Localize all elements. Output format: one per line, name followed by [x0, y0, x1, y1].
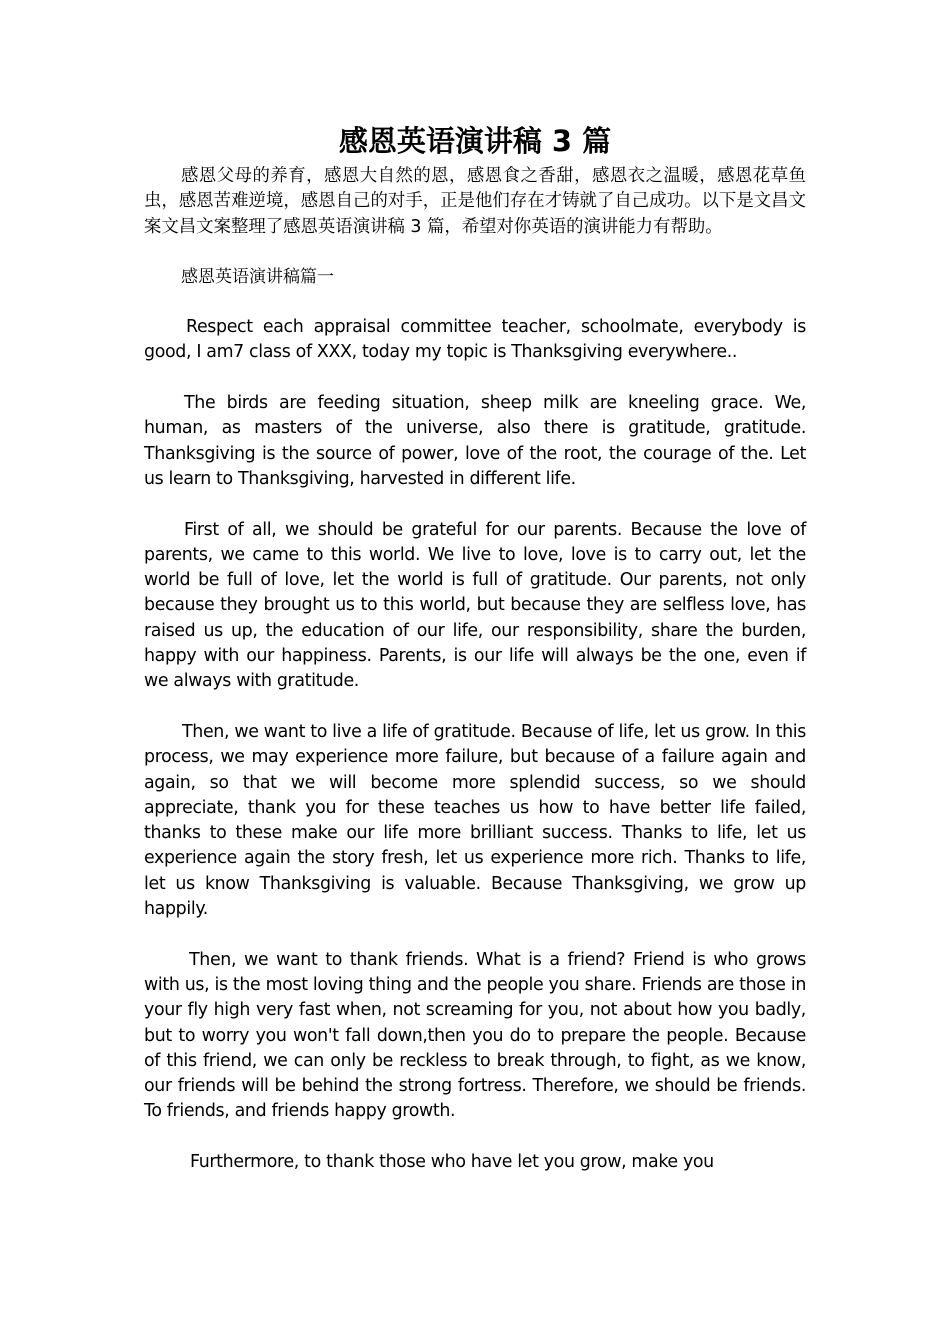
- document-title: 感恩英语演讲稿 3 篇: [338, 124, 612, 158]
- document-page: [144, 118, 806, 1175]
- body-paragraph: Respect each appraisal committee teacher, schoolmate, everybody is good, I am7 class of XXX, today my topic is Thanksgiving everywhere..: [144, 317, 806, 363]
- section-heading: 感恩英语演讲稿篇一: [181, 266, 334, 287]
- intro-paragraph: 感恩父母的养育，感恩大自然的恩，感恩食之香甜，感恩衣之温暖，感恩花草鱼虫，感恩苦难逆境，感恩自己的对手，正是他们存在才铸就了自己成功。以下是文昌文案文昌文案整理了感恩英语演讲稿 3 篇，希望对你英语的演讲能力有帮助。: [144, 166, 806, 237]
- body-paragraph: Then, we want to thank friends. What is a friend? Friend is who grows with us, is the most loving thing and the people you share. Friends are those in your fly high very fast when, not screaming for you, not about how you badly, but to worry you won't fall down,then you do to prepare the people. Because of this friend, we can only be reckless to break through, to fight, as we know, our friends will be behind the strong fortress. Therefore, we should be friends. To friends, and friends happy growth.: [144, 949, 806, 1122]
- body-paragraph: Furthermore, to thank those who have let you grow, make you: [190, 1151, 714, 1172]
- body-paragraph: Then, we want to live a life of gratitude. Because of life, let us grow. In this process, we may experience more failure, but because of a failure again and again, so that we will become more splendid success, so we should appreciate, thank you for these teaches us how to have better life failed, thanks to these make our life more brilliant success. Thanks to life, let us experience again the story fresh, let us experience more rich. Thanks to life, let us know Thanksgiving is valuable. Because Thanksgiving, we grow up happily.: [144, 721, 806, 920]
- body-paragraph: First of all, we should be grateful for our parents. Because the love of parents, we came to this world. We live to love, love is to carry out, let the world be full of love, let the world is full of gratitude. Our parents, not only because they brought us to this world, but because they are selfless love, has raised us up, the education of our life, our responsibility, share the burden, happy with our happiness. Parents, is our life will always be the one, even if we always with gratitude.: [144, 519, 806, 692]
- body-paragraph: The birds are feeding situation, sheep milk are kneeling grace. We, human, as masters of the universe, also there is gratitude, gratitude. Thanksgiving is the source of power, love of the root, the courage of the. Let us learn to Thanksgiving, harvested in different life.: [144, 393, 806, 489]
